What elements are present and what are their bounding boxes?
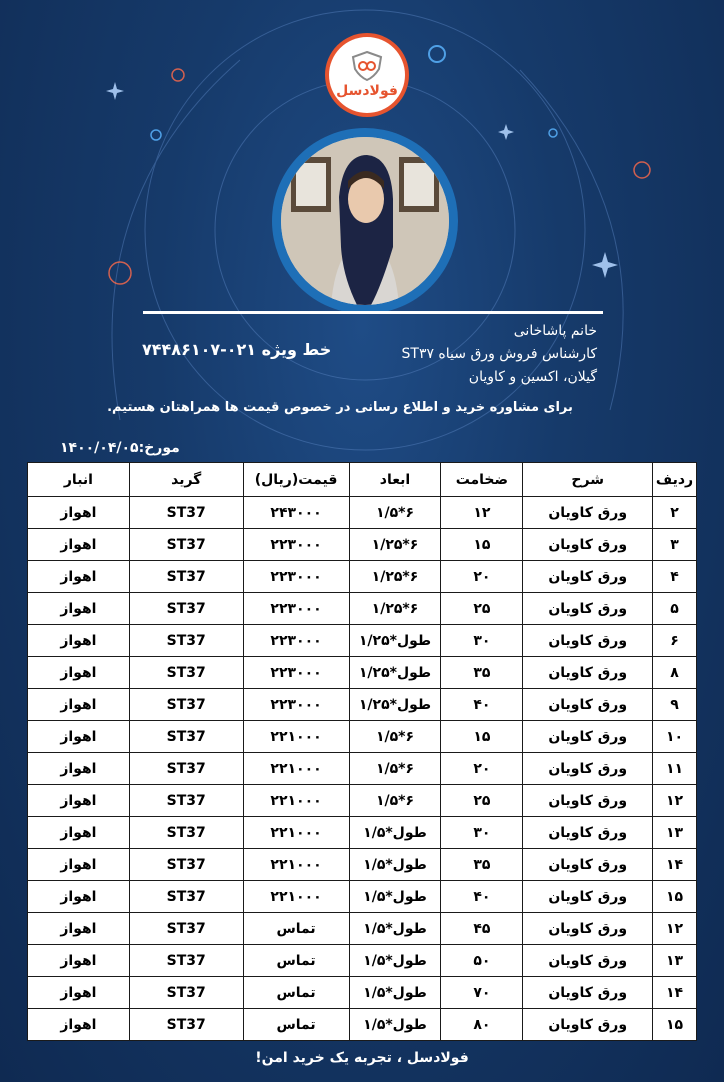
cell-warehouse: اهواز [28,1009,130,1041]
cell-dimensions: ۶*۱/۵ [349,497,441,529]
table-row [28,561,697,593]
cell-description: ورق کاویان [523,529,653,561]
cell-row-number: ۱۵ [653,881,697,913]
cell-dimensions: ۶*۱/۵ [349,721,441,753]
cell-dimensions: طول*۱/۵ [349,945,441,977]
table-row [28,593,697,625]
cell-price: ۲۲۳۰۰۰ [243,689,349,721]
cell-warehouse: اهواز [28,529,130,561]
cell-row-number: ۱۴ [653,977,697,1009]
cell-grade: ST37 [129,689,243,721]
cell-warehouse: اهواز [28,945,130,977]
cell-warehouse: اهواز [28,593,130,625]
contact-info [402,320,598,389]
cell-row-number: ۱۰ [653,721,697,753]
cell-grade: ST37 [129,785,243,817]
cell-thickness: ۱۲ [441,497,523,529]
cell-description: ورق کاویان [523,721,653,753]
cell-grade: ST37 [129,945,243,977]
cell-warehouse: اهواز [28,881,130,913]
cell-grade: ST37 [129,1009,243,1041]
cell-row-number: ۹ [653,689,697,721]
header-description: شرح [523,463,653,497]
cell-thickness: ۳۰ [441,625,523,657]
table-row [28,785,697,817]
cell-price: ۲۲۱۰۰۰ [243,817,349,849]
cell-grade: ST37 [129,657,243,689]
hotline-number: خط ویژه ۰۲۱-۷۴۴۸۶۱۰۷ [142,340,332,359]
cell-warehouse: اهواز [28,817,130,849]
table-row [28,945,697,977]
table-row [28,497,697,529]
cell-grade: ST37 [129,625,243,657]
table-row [28,657,697,689]
logo-text: فولادسل [336,83,398,99]
cell-price: تماس [243,977,349,1009]
table-row [28,913,697,945]
cell-description: ورق کاویان [523,689,653,721]
cell-price: ۲۲۳۰۰۰ [243,625,349,657]
cell-row-number: ۸ [653,657,697,689]
cell-description: ورق کاویان [523,561,653,593]
contact-products: گیلان، اکسین و کاویان [468,369,597,385]
cell-row-number: ۲ [653,497,697,529]
cell-row-number: ۱۲ [653,913,697,945]
cell-dimensions: طول*۱/۲۵ [349,689,441,721]
cell-dimensions: طول*۱/۲۵ [349,625,441,657]
cell-description: ورق کاویان [523,977,653,1009]
person-photo-icon [281,137,449,305]
cell-price: تماس [243,945,349,977]
cell-dimensions: طول*۱/۵ [349,881,441,913]
cell-warehouse: اهواز [28,721,130,753]
portrait-frame [272,128,458,314]
cell-grade: ST37 [129,721,243,753]
shield-icon [350,51,384,81]
cell-grade: ST37 [129,977,243,1009]
cell-description: ورق کاویان [523,817,653,849]
cell-dimensions: ۶*۱/۲۵ [349,561,441,593]
cell-price: ۲۴۳۰۰۰ [243,497,349,529]
cell-thickness: ۴۵ [441,913,523,945]
cell-thickness: ۱۵ [441,529,523,561]
header-dimensions: ابعاد [349,463,441,497]
cell-warehouse: اهواز [28,753,130,785]
cell-grade: ST37 [129,849,243,881]
cell-warehouse: اهواز [28,849,130,881]
cell-dimensions: طول*۱/۵ [349,849,441,881]
cell-thickness: ۳۰ [441,817,523,849]
cell-description: ورق کاویان [523,497,653,529]
cell-price: ۲۲۳۰۰۰ [243,561,349,593]
cell-row-number: ۵ [653,593,697,625]
cell-thickness: ۴۰ [441,689,523,721]
cell-description: ورق کاویان [523,753,653,785]
cell-row-number: ۶ [653,625,697,657]
cell-thickness: ۸۰ [441,1009,523,1041]
cell-dimensions: طول*۱/۵ [349,817,441,849]
footer-slogan: فولادسل ، تجربه یک خرید امن! [255,1050,469,1066]
cell-grade: ST37 [129,593,243,625]
cell-row-number: ۱۱ [653,753,697,785]
table-row [28,753,697,785]
cell-description: ورق کاویان [523,913,653,945]
cell-thickness: ۵۰ [441,945,523,977]
cell-thickness: ۲۰ [441,561,523,593]
header-grade: گرید [129,463,243,497]
cell-description: ورق کاویان [523,625,653,657]
cell-warehouse: اهواز [28,977,130,1009]
cell-grade: ST37 [129,817,243,849]
cell-description: ورق کاویان [523,849,653,881]
cell-warehouse: اهواز [28,689,130,721]
table-row [28,849,697,881]
cell-row-number: ۴ [653,561,697,593]
cell-dimensions: طول*۱/۵ [349,1009,441,1041]
cell-grade: ST37 [129,913,243,945]
cell-dimensions: ۶*۱/۲۵ [349,593,441,625]
cell-dimensions: طول*۱/۲۵ [349,657,441,689]
cell-grade: ST37 [129,753,243,785]
cell-thickness: ۴۰ [441,881,523,913]
cell-price: ۲۲۱۰۰۰ [243,785,349,817]
cell-price: ۲۲۳۰۰۰ [243,529,349,561]
header-price: قیمت(ریال) [243,463,349,497]
brand-logo [325,33,409,117]
cell-price: ۲۲۳۰۰۰ [243,657,349,689]
table-row [28,817,697,849]
contact-name: خانم پاشاخانی [513,323,597,339]
cell-dimensions: ۶*۱/۲۵ [349,529,441,561]
cell-price: ۲۲۳۰۰۰ [243,593,349,625]
header-thickness: ضخامت [441,463,523,497]
table-row [28,625,697,657]
cell-grade: ST37 [129,561,243,593]
divider-line [143,311,603,314]
table-row [28,1009,697,1041]
cell-grade: ST37 [129,881,243,913]
table-header-row [28,463,697,497]
cell-price: ۲۲۱۰۰۰ [243,721,349,753]
cell-dimensions: طول*۱/۵ [349,913,441,945]
subtitle: برای مشاوره خرید و اطلاع رسانی در خصوص قیمت ها همراهتان هستیم. [107,400,573,415]
cell-warehouse: اهواز [28,657,130,689]
cell-warehouse: اهواز [28,785,130,817]
cell-thickness: ۲۰ [441,753,523,785]
cell-thickness: ۳۵ [441,849,523,881]
contact-role: کارشناس فروش ورق سیاه ST۳۷ [401,346,597,362]
cell-description: ورق کاویان [523,1009,653,1041]
cell-thickness: ۷۰ [441,977,523,1009]
cell-row-number: ۱۳ [653,945,697,977]
header-row-number: ردیف [653,463,697,497]
cell-description: ورق کاویان [523,593,653,625]
table-row [28,721,697,753]
cell-row-number: ۳ [653,529,697,561]
cell-thickness: ۳۵ [441,657,523,689]
price-table [27,462,697,1041]
cell-price: ۲۲۱۰۰۰ [243,881,349,913]
cell-row-number: ۱۲ [653,785,697,817]
cell-row-number: ۱۳ [653,817,697,849]
cell-description: ورق کاویان [523,657,653,689]
cell-warehouse: اهواز [28,561,130,593]
cell-row-number: ۱۵ [653,1009,697,1041]
cell-price: تماس [243,1009,349,1041]
table-row [28,977,697,1009]
table-row [28,529,697,561]
cell-price: ۲۲۱۰۰۰ [243,753,349,785]
table-body [28,497,697,1041]
cell-dimensions: ۶*۱/۵ [349,785,441,817]
cell-grade: ST37 [129,529,243,561]
cell-warehouse: اهواز [28,497,130,529]
price-date: مورخ:۱۴۰۰/۰۴/۰۵ [60,440,180,456]
cell-dimensions: ۶*۱/۵ [349,753,441,785]
cell-thickness: ۱۵ [441,721,523,753]
cell-warehouse: اهواز [28,625,130,657]
table-row [28,689,697,721]
cell-thickness: ۲۵ [441,785,523,817]
cell-warehouse: اهواز [28,913,130,945]
cell-description: ورق کاویان [523,785,653,817]
cell-row-number: ۱۴ [653,849,697,881]
cell-thickness: ۲۵ [441,593,523,625]
cell-description: ورق کاویان [523,945,653,977]
table-row [28,881,697,913]
sales-agent-photo [281,137,449,305]
cell-price: ۲۲۱۰۰۰ [243,849,349,881]
header-warehouse: انبار [28,463,130,497]
cell-description: ورق کاویان [523,881,653,913]
cell-price: تماس [243,913,349,945]
cell-grade: ST37 [129,497,243,529]
cell-dimensions: طول*۱/۵ [349,977,441,1009]
